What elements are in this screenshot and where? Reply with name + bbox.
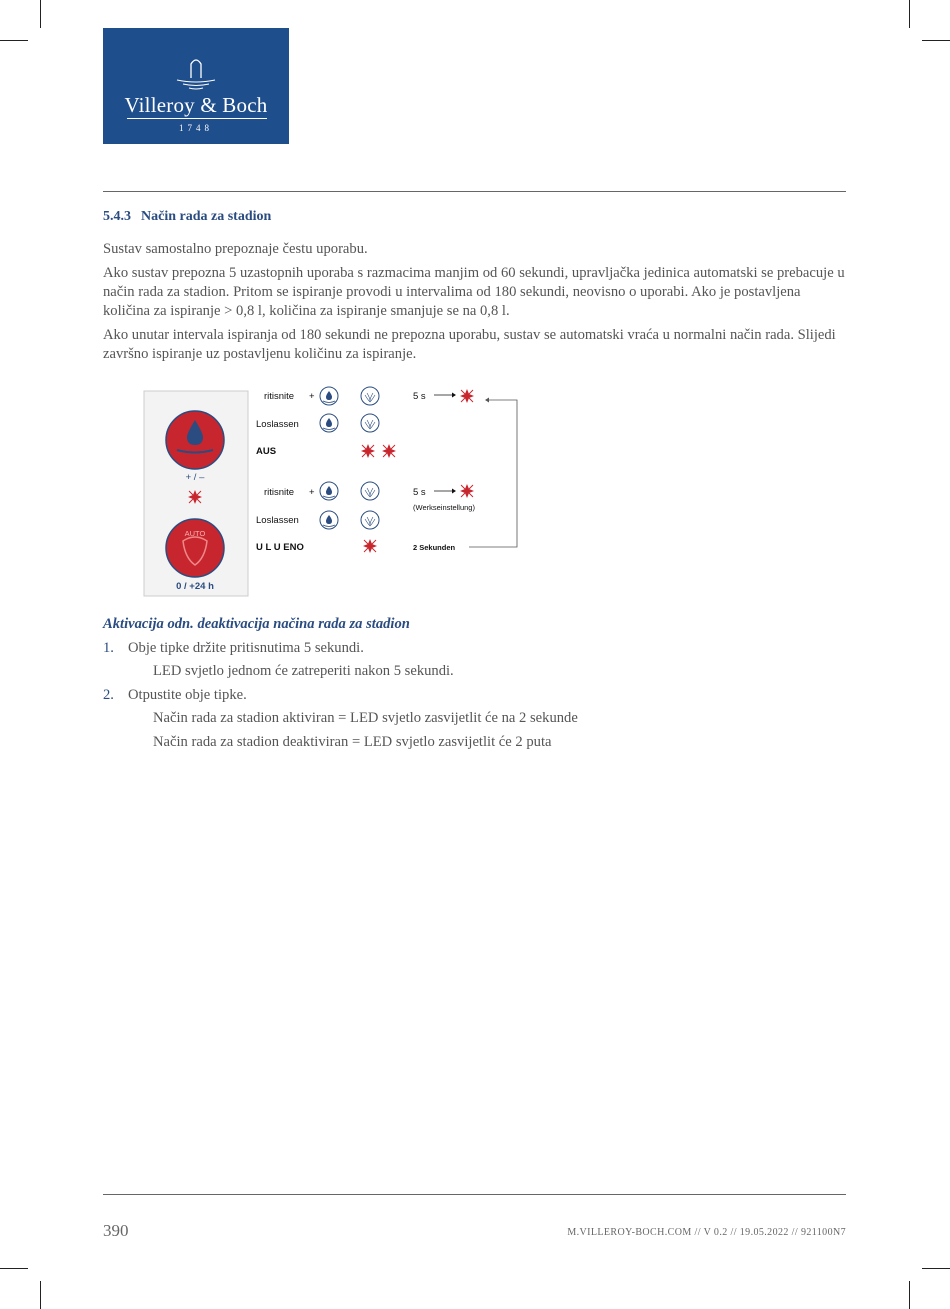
- row-label-release: Loslassen: [256, 419, 299, 430]
- footer-info: M.VILLEROY-BOCH.COM // V 0.2 // 19.05.2022 // 921100N7: [567, 1227, 846, 1238]
- led-icon: [460, 484, 474, 498]
- paragraph: Ako unutar intervala ispiranja od 180 sekundi ne prepozna uporabu, sustav se automatski vraća u normalni način rada. Slijedi završno ispiranje uz postavljenu količinu za ispiranje.: [103, 327, 836, 362]
- two-seconds-label: 2 Sekunden: [413, 543, 456, 552]
- paragraph: Ako sustav prepozna 5 uzastopnih uporaba s razmacima manjim od 60 sekundi, upravljačka jedinica automatski se prebacuje u način rada za stadion. Pritom se ispiranje provodi u intervalima od 180 sekundi, neovisno o uporabi. Ako je postavljena količina za ispiranje > 0,8 l, količina za ispiranje smanjuje se na 0,8 l.: [103, 265, 845, 319]
- stadium-mode-diagram: [143, 383, 523, 598]
- loop-connector: [469, 400, 517, 547]
- step-number: 2.: [103, 687, 114, 703]
- row-label-off: AUS: [256, 446, 277, 457]
- time-label: 5 s: [413, 391, 426, 402]
- step-detail: Način rada za stadion aktiviran = LED svjetlo zasvijetlit će na 2 sekunde: [153, 710, 578, 726]
- paragraph: Sustav samostalno prepoznaje čestu uporabu.: [103, 241, 368, 257]
- crop-mark: [0, 40, 28, 41]
- brand-logo: [103, 28, 289, 144]
- led-icon: [361, 444, 375, 458]
- factory-setting-label: (Werkseinstellung): [413, 503, 475, 512]
- crop-mark: [0, 1268, 28, 1269]
- flush-button-icon: [320, 511, 338, 529]
- step-number: 1.: [103, 640, 114, 656]
- time-label: 5 s: [413, 487, 426, 498]
- step-detail: LED svjetlo jednom će zatreperiti nakon 5 sekundi.: [153, 663, 454, 679]
- flush-button-icon: [320, 387, 338, 405]
- crop-mark: [922, 40, 950, 41]
- row-label-release: Loslassen: [256, 515, 299, 526]
- section-heading: [103, 209, 271, 225]
- section-number: 5.4.3: [103, 209, 131, 224]
- header-rule: [103, 191, 846, 192]
- crop-mark: [922, 1268, 950, 1269]
- plus-sign: +: [309, 487, 315, 498]
- crop-mark: [40, 0, 41, 28]
- brand-underline: [127, 118, 267, 119]
- footer-rule: [103, 1194, 846, 1195]
- row-label-press: ritisnite: [264, 391, 295, 402]
- list-item: [103, 640, 364, 657]
- section-title: Način rada za stadion: [141, 209, 272, 224]
- plus-sign: +: [309, 391, 315, 402]
- subsection-heading: Aktivacija odn. deaktivacija načina rada za stadion: [103, 616, 410, 632]
- auto-button-icon: [361, 482, 379, 500]
- flush-button-icon: [320, 482, 338, 500]
- auto-button-icon: [361, 387, 379, 405]
- flush-button-icon: [320, 414, 338, 432]
- page-number: 390: [103, 1221, 129, 1240]
- auto-label: AUTO: [184, 529, 206, 538]
- crop-mark: [909, 0, 910, 28]
- auto-button-icon: [361, 414, 379, 432]
- led-icon: [382, 444, 396, 458]
- step-text: Obje tipke držite pritisnutima 5 sekundi.: [128, 640, 364, 656]
- flush-button-label: + / –: [185, 472, 205, 483]
- auto-button-label: 0 / +24 h: [176, 581, 214, 592]
- crop-mark: [909, 1281, 910, 1309]
- led-icon: [363, 539, 377, 553]
- auto-button-icon: [361, 511, 379, 529]
- led-icon: [188, 490, 202, 504]
- row-label-on: U L U ENO: [256, 542, 304, 553]
- auto-button: [166, 519, 224, 577]
- brand-year: 1748: [179, 123, 213, 133]
- fountain-icon: [103, 28, 289, 98]
- row-label-press: ritisnite: [264, 487, 295, 498]
- led-icon: [460, 389, 474, 403]
- flush-button: [166, 411, 224, 469]
- crop-mark: [40, 1281, 41, 1309]
- list-item: [103, 687, 247, 704]
- step-detail: Način rada za stadion deaktiviran = LED svjetlo zasvijetlit će 2 puta: [153, 734, 552, 750]
- brand-name: Villeroy & Boch: [124, 93, 268, 117]
- step-text: Otpustite obje tipke.: [128, 687, 247, 703]
